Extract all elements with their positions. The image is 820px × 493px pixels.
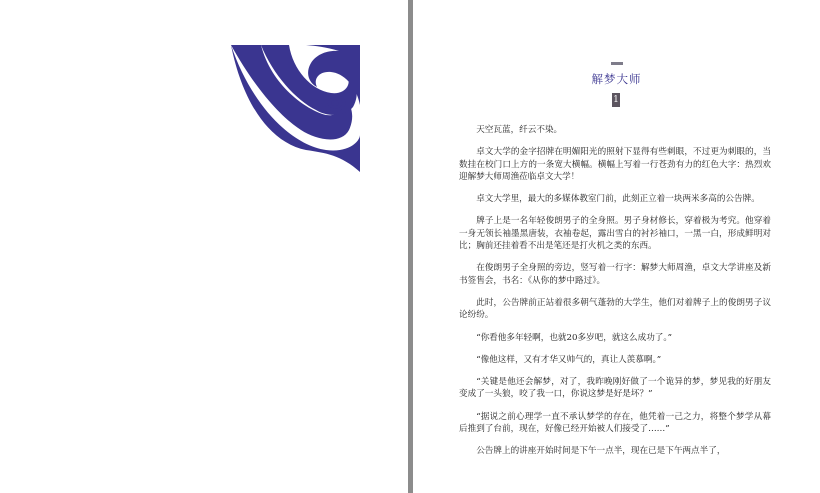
- book-title: 解梦大师: [591, 72, 642, 86]
- paragraph: 公告牌上的讲座开始时间是下午一点半，现在已是下午两点半了，: [476, 446, 726, 457]
- spiral-swirl-icon: [231, 45, 360, 172]
- paragraph: “你看他多年轻啊，也就20多岁吧，就这么成功了。”: [476, 332, 673, 343]
- left-page: [0, 0, 408, 493]
- paragraph: 此时，公告牌前正站着很多朝气蓬勃的大学生，他们对着牌子上的俊朗男子议论纷纷。: [459, 297, 771, 321]
- header-tag: [611, 62, 623, 65]
- paragraph: “据说之前心理学一直不承认梦学的存在，他凭着一己之力，将整个梦学从幕后推到了台前，现在，好像已经开始被人们接受了……”: [459, 411, 771, 435]
- chapter-number: 1: [613, 95, 619, 105]
- paragraph: 卓文大学里，最大的多媒体教室门前，此刻正立着一块两米多高的公告牌。: [476, 194, 760, 205]
- paragraph: “关键是他还会解梦，对了，我昨晚刚好做了一个诡异的梦，梦见我的好朋友变成了一头狼，咬了我一口，你说这梦是好是坏？”: [459, 377, 771, 400]
- chapter-body: [459, 124, 771, 468]
- paragraph: 牌子上是一名年轻俊朗男子的全身照。男子身材修长，穿着极为考究。他穿着一身无领长袖墨黑唐装，衣袖卷起，露出雪白的衬衫袖口，一黑一白，形成鲜明对比；胸前还挂着看不出是笔还是打火机之类的东西。: [459, 216, 771, 252]
- right-page: [413, 0, 820, 493]
- paragraph: 在俊朗男子全身照的旁边，竖写着一行字：解梦大师周渔，卓文大学讲座及新书签售会，书名：《从你的梦中路过》。: [459, 263, 771, 286]
- paragraph: 天空瓦蓝，纤云不染。: [476, 125, 563, 135]
- running-header: [413, 50, 820, 87]
- paragraph: “像他这样，又有才华又帅气的，真让人羡慕啊。”: [476, 354, 662, 365]
- paragraph: 卓文大学的金字招牌在明媚阳光的照射下显得有些刺眼，不过更为刺眼的，当数挂在校门口上方的一条宽大横幅。横幅上写着一行苍劲有力的红色大字：热烈欢迎解梦大师周渔莅临卓文大学！: [459, 147, 771, 182]
